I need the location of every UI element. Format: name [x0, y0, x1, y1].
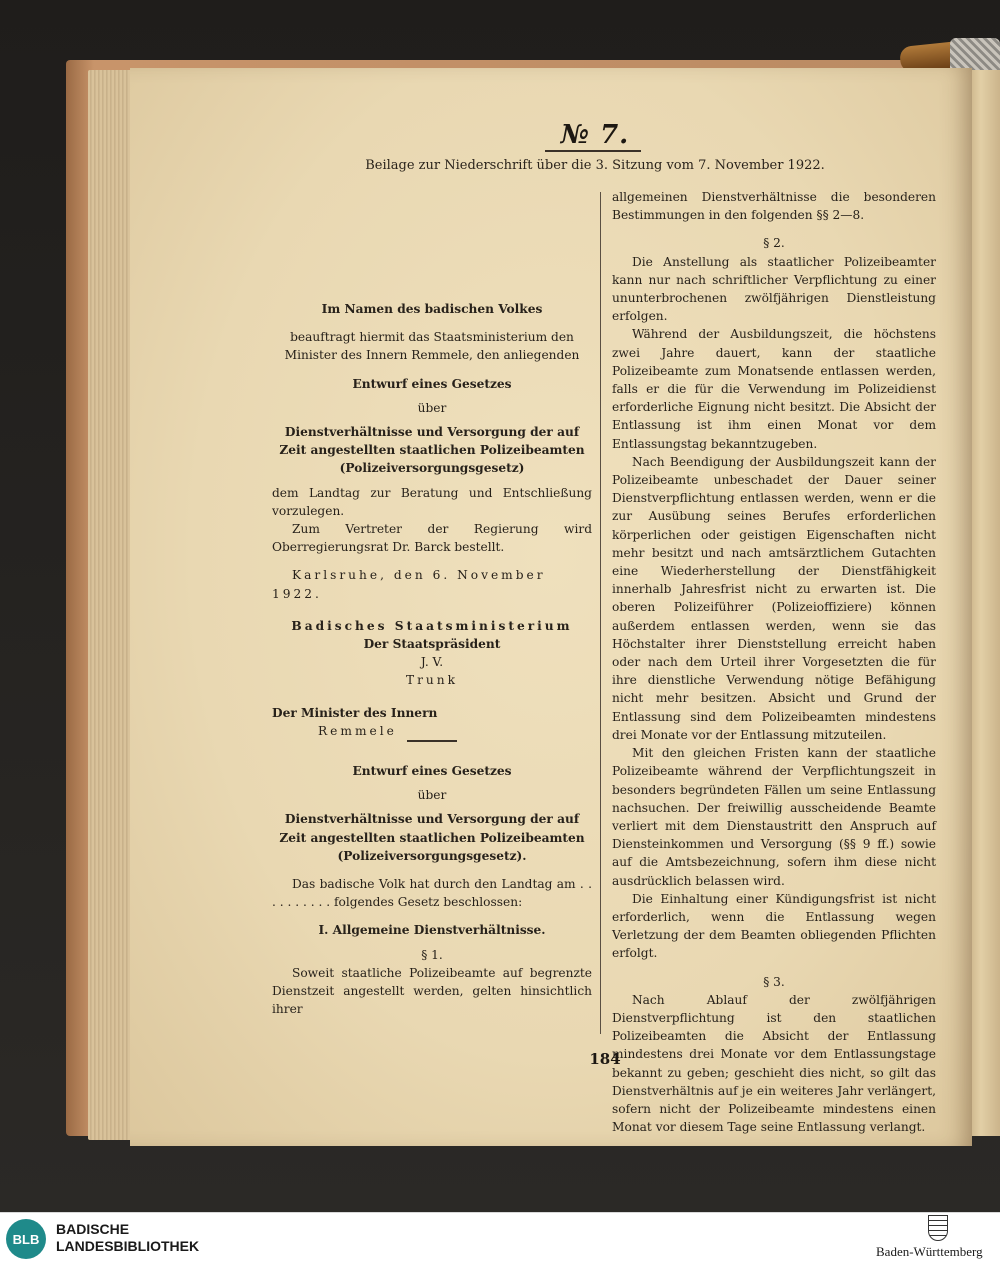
document-number: № 7.: [560, 120, 630, 150]
coat-of-arms-icon: [928, 1215, 948, 1241]
paragraph-2-text-3: Nach Beendigung der Ausbildungszeit kann der Polizeibeamte unbeschadet der Dauer seiner Dienstverpflichtung entlassen werden, wenn er die zur Ausübung seines Berufes erforderlichen körperlichen oder geistigen Eigenschaften nicht mehr besitzt und nach amtsärztlichem Gutachten eine Wiederherstellung der Dienstfähigkeit innerhalb Jahresfrist nicht zu erwarten ist. Die oberen Polizeiführer (Polizeioffiziere) können außerdem entlassen werden, wenn sie das Höchstalter ihrer Dienststellung erreicht haben oder nach dem Urteil ihrer Vorgesetzten die für ihre dienstliche Verwendung nötige Befähigung nicht mehr besitzen. Absicht und Grund der Entlassung sind dem Polizeibeamten mindestens drei Monate vor der Entlassung mitzuteilen.: [612, 454, 936, 742]
document-subtitle: Beilage zur Niederschrift über die 3. Sitzung vom 7. November 1922.: [365, 158, 825, 173]
representative-text: Zum Vertreter der Regierung wird Oberregierungsrat Dr. Barck bestellt.: [272, 522, 592, 555]
law-title: Dienstverhältnisse und Versorgung der auf Zeit angestellten staatlichen Polizeibeamten (Polizeiversorgungsgesetz): [279, 425, 585, 476]
paragraph-2-text-4: Mit den gleichen Fristen kann der staatliche Polizeibeamte während der Verpflichtungszeit in besonders begründeten Fällen um seine Entlassung nachsuchen. Der freiwillig ausscheidende Beamte verliert mit dem Dienstaustritt den Anspruch auf Diensteinkommen und Versorgung (§§ 9 ff.) sowie auf die Amtsbezeichnung, sofern ihm diese nicht ausdrücklich belassen wird.: [612, 746, 936, 888]
paragraph-2-text-5: Die Einhaltung einer Kündigungsfrist ist nicht erforderlich, wenn die Entlassung wegen Verletzung der dem Beamten obliegenden Pflichten erfolgt.: [612, 891, 936, 961]
intro-title: Im Namen des badischen Volkes: [321, 302, 543, 316]
place-date: Karlsruhe, den 6. November 1922.: [272, 568, 546, 601]
section-rule: [407, 740, 457, 742]
library-name-line-1: BADISCHE: [56, 1221, 130, 1237]
page-number: 184: [589, 1050, 621, 1068]
right-column: [612, 188, 936, 1136]
page-right-edge: [968, 70, 1000, 1136]
draft-title: Entwurf eines Gesetzes: [352, 376, 512, 391]
minister-title: Der Minister des Innern: [272, 705, 438, 720]
paragraph-2-label: § 2.: [763, 236, 785, 251]
ueber-label: über: [417, 400, 447, 415]
president-title: Der Staatspräsident: [363, 637, 501, 652]
footer-bar: [0, 1212, 1000, 1262]
signature-remmele: Remmele: [318, 723, 397, 738]
left-column: [272, 300, 592, 1019]
column-divider: [600, 192, 601, 1034]
paragraph-3-label: § 3.: [763, 974, 785, 989]
paragraph-3-text-1: Nach Ablauf der zwölfjährigen Dienstverpflichtung ist den staatlichen Polizeibeamten die Absicht der Entlassung mindestens drei Monate vor dem Entlassungstage bekannt zu geben; geschieht dies nicht, so gilt das Dienstverhältnis auf je ein weiteres Jahr verlängert, sofern nicht der Polizeibeamte mindestens einen Monat vor diesem Tage seine Entlassung verlangt.: [612, 992, 936, 1135]
paragraph-1-label: § 1.: [421, 947, 443, 962]
submission-text: dem Landtag zur Beratung und Entschließung vorzulegen.: [272, 485, 592, 518]
iv-label: J. V.: [420, 655, 444, 670]
ministry-name: Badisches Staatsministerium: [291, 618, 573, 633]
state-name[interactable]: Baden-Württemberg: [876, 1244, 983, 1259]
enact-text: Das badische Volk hat durch den Landtag am . . . . . . . . . . folgendes Gesetz beschlossen:: [272, 877, 592, 910]
intro-text: beauftragt hiermit das Staatsministerium den Minister des Innern Remmele, den anliegenden: [284, 330, 580, 363]
blb-logo-icon[interactable]: BLB: [6, 1219, 46, 1259]
number-underline: [545, 150, 641, 152]
paragraph-1-continued: allgemeinen Dienstverhältnisse die besonderen Bestimmungen in den folgenden §§ 2—8.: [612, 190, 936, 223]
ueber-label-2: über: [417, 788, 447, 803]
section-heading: I. Allgemeine Dienstverhältnisse.: [318, 923, 546, 938]
paragraph-2-text-1: Die Anstellung als staatlicher Polizeibeamter kann nur nach schriftlicher Verpflichtung zu einer ununterbrochenen zwölfjährigen Dienstleistung erfolgen.: [612, 254, 936, 324]
signature-trunk: Trunk: [405, 673, 459, 688]
paragraph-1-text: Soweit staatliche Polizeibeamte auf begrenzte Dienstzeit angestellt werden, gelten hinsichtlich ihrer: [272, 965, 592, 1017]
draft-title-2: Entwurf eines Gesetzes: [352, 764, 512, 779]
library-name[interactable]: [56, 1221, 199, 1255]
paragraph-2-text-2: Während der Ausbildungszeit, die höchstens zwei Jahre dauert, kann der staatliche Polizeibeamte zum Monatsende entlassen werden, falls er die für die Verwendung im Polizeidienst erforderliche Eignung nicht besitzt. Die Absicht der Entlassung ist ihm einen Monat vor dem Entlassungstag bekanntzugeben.: [612, 327, 936, 451]
library-name-line-2: LANDESBIBLIOTHEK: [56, 1238, 200, 1254]
law-title-2: Dienstverhältnisse und Versorgung der auf Zeit angestellten staatlichen Polizeibeamten (Polizeiversorgungsgesetz).: [279, 812, 585, 863]
